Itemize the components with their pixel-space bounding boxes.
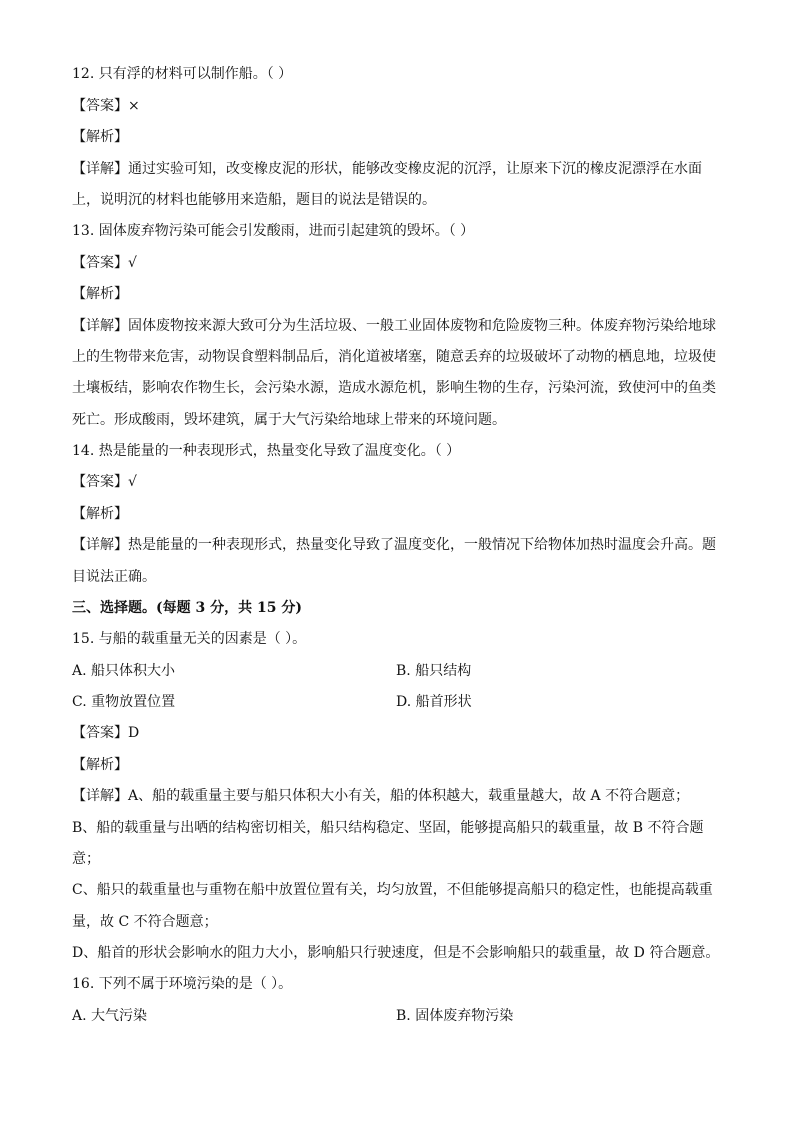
detail-13-line-1: 【详解】固体废物按来源大致可分为生活垃圾、一般工业固体废物和危险废物三种。体废弃物污染给地球 bbox=[72, 318, 716, 334]
option-15-b: B. 船只结构 bbox=[396, 663, 472, 679]
detail-15-line-6: D、船首的形状会影响水的阻力大小，影响船只行驶速度，但是不会影响船只的载重量，故 D 符合题意。 bbox=[72, 945, 720, 961]
detail-13-line-2: 上的生物带来危害，动物误食塑料制品后，消化道被堵塞，随意丢弃的垃圾破坏了动物的栖息地，垃圾使 bbox=[72, 349, 716, 365]
detail-15-line-2: B、船的载重量与出哂的结构密切相关，船只结构稳定、坚固，能够提高船只的载重量，故 B 不符合题 bbox=[72, 820, 704, 836]
answer-13: 【答案】√ bbox=[72, 255, 137, 271]
analysis-13: 【解析】 bbox=[72, 286, 128, 302]
detail-15-line-5: 量，故 C 不符合题意； bbox=[72, 914, 218, 930]
answer-14: 【答案】√ bbox=[72, 474, 137, 490]
option-15-c: C. 重物放置位置 bbox=[72, 694, 176, 710]
analysis-15: 【解析】 bbox=[72, 757, 128, 773]
question-14: 14. 热是能量的一种表现形式，热量变化导致了温度变化。（ ） bbox=[72, 443, 461, 459]
question-13: 13. 固体废弃物污染可能会引发酸雨，进而引起建筑的毁坏。（ ） bbox=[72, 223, 475, 239]
answer-12: 【答案】× bbox=[72, 98, 140, 114]
section-3-title: 三、选择题。(每题 3 分，共 15 分) bbox=[72, 600, 302, 616]
option-16-a: A. 大气污染 bbox=[72, 1008, 148, 1024]
detail-14-line-1: 【详解】热是能量的一种表现形式，热量变化导致了温度变化，一般情况下给物体加热时温度会升高。题 bbox=[72, 537, 716, 553]
detail-15-line-4: C、船只的载重量也与重物在船中放置位置有关，均匀放置，不但能够提高船只的稳定性，也能提高载重 bbox=[72, 882, 713, 898]
detail-12-line-2: 上，说明沉的材料也能够用来造船，题目的说法是错误的。 bbox=[72, 192, 436, 208]
detail-15-line-1: 【详解】A、船的载重量主要与船只体积大小有关，船的体积越大，载重量越大，故 A 不符合题意； bbox=[72, 788, 690, 804]
analysis-12: 【解析】 bbox=[72, 129, 128, 145]
option-15-d: D. 船首形状 bbox=[396, 694, 472, 710]
analysis-14: 【解析】 bbox=[72, 506, 128, 522]
option-16-b: B. 固体废弃物污染 bbox=[396, 1008, 514, 1024]
option-15-a: A. 船只体积大小 bbox=[72, 663, 176, 679]
question-16: 16. 下列不属于环境污染的是（ ）。 bbox=[72, 976, 293, 992]
answer-15: 【答案】D bbox=[72, 725, 140, 741]
detail-14-line-2: 目说法正确。 bbox=[72, 569, 156, 585]
detail-13-line-4: 死亡。形成酸雨，毁坏建筑，属于大气污染给地球上带来的环境问题。 bbox=[72, 412, 506, 428]
question-12: 12. 只有浮的材料可以制作船。（ ） bbox=[72, 66, 293, 82]
detail-13-line-3: 土壤板结，影响农作物生长，会污染水源，造成水源危机，影响生物的生存，污染河流，致使河中的鱼类 bbox=[72, 380, 716, 396]
detail-12-line-1: 【详解】通过实验可知，改变橡皮泥的形状，能够改变橡皮泥的沉浮，让原来下沉的橡皮泥漂浮在水面 bbox=[72, 161, 702, 177]
detail-15-line-3: 意； bbox=[72, 851, 100, 867]
question-15: 15. 与船的载重量无关的因素是（ ）。 bbox=[72, 631, 307, 647]
